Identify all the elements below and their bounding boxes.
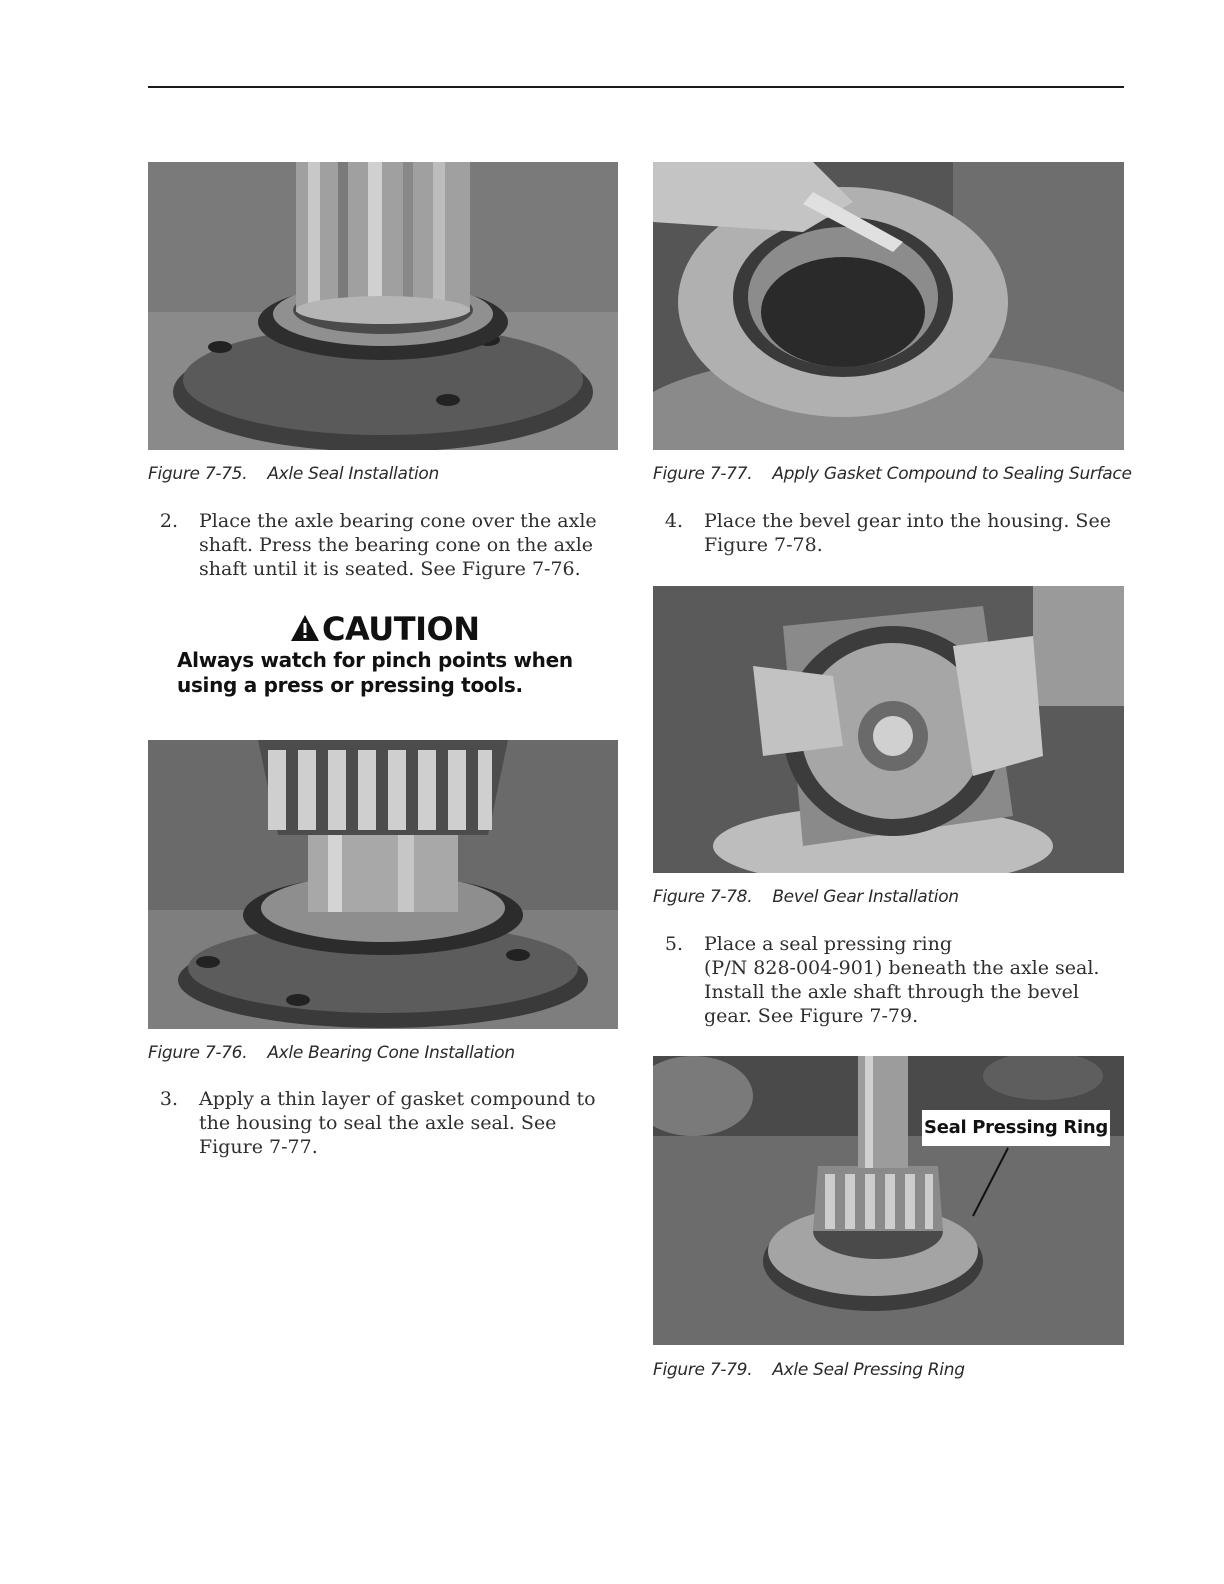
seal-pressing-ring-callout: Seal Pressing Ring xyxy=(922,1110,1110,1146)
figure-7-75-caption xyxy=(148,464,439,484)
figure-number: Figure 7-75. xyxy=(148,464,248,484)
step-3 xyxy=(148,1087,618,1159)
figure-7-79-caption xyxy=(653,1360,965,1380)
figure-7-79-photo xyxy=(653,1056,1124,1345)
figure-number: Figure 7-76. xyxy=(148,1043,248,1063)
figure-number: Figure 7-77. xyxy=(653,464,753,484)
figure-number: Figure 7-78. xyxy=(653,887,753,907)
step-2 xyxy=(148,509,618,581)
figure-title: Axle Bearing Cone Installation xyxy=(267,1043,515,1063)
figure-7-76-caption xyxy=(148,1043,515,1063)
figure-title: Axle Seal Pressing Ring xyxy=(772,1360,965,1380)
figure-7-78-photo xyxy=(653,586,1124,873)
figure-7-76-photo xyxy=(148,740,618,1029)
step-number: 4. xyxy=(664,510,683,532)
step-text: Place the bevel gear into the housing. See Figure 7-78. xyxy=(704,510,1111,556)
step-number: 3. xyxy=(159,1088,178,1110)
figure-7-75-photo xyxy=(148,162,618,450)
step-text: Place a seal pressing ring (P/N 828-004-901) beneath the axle seal. Install the axle shaft through the bevel gear. See Figure 7-79. xyxy=(704,933,1100,1027)
figure-number: Figure 7-79. xyxy=(653,1360,753,1380)
figure-7-77-caption xyxy=(653,464,1132,484)
step-number: 2. xyxy=(159,510,178,532)
warning-triangle-icon xyxy=(290,612,320,650)
figure-title: Apply Gasket Compound to Sealing Surface xyxy=(772,464,1132,484)
header-rule xyxy=(148,86,1124,88)
step-text: Place the axle bearing cone over the axle shaft. Press the bearing cone on the axle shaft until it is seated. See Figure 7-76. xyxy=(199,510,597,580)
figure-title: Bevel Gear Installation xyxy=(772,887,959,907)
step-number: 5. xyxy=(664,933,683,955)
figure-title: Axle Seal Installation xyxy=(267,464,439,484)
step-text: Apply a thin layer of gasket compound to the housing to seal the axle seal. See Figure 7-77. xyxy=(199,1088,596,1158)
caution-heading: CAUTION xyxy=(290,610,479,650)
step-4 xyxy=(653,509,1124,557)
caution-text: Always watch for pinch points when using a press or pressing tools. xyxy=(177,648,573,697)
figure-7-78-caption xyxy=(653,887,959,907)
step-5 xyxy=(653,932,1124,1028)
figure-7-77-photo xyxy=(653,162,1124,450)
